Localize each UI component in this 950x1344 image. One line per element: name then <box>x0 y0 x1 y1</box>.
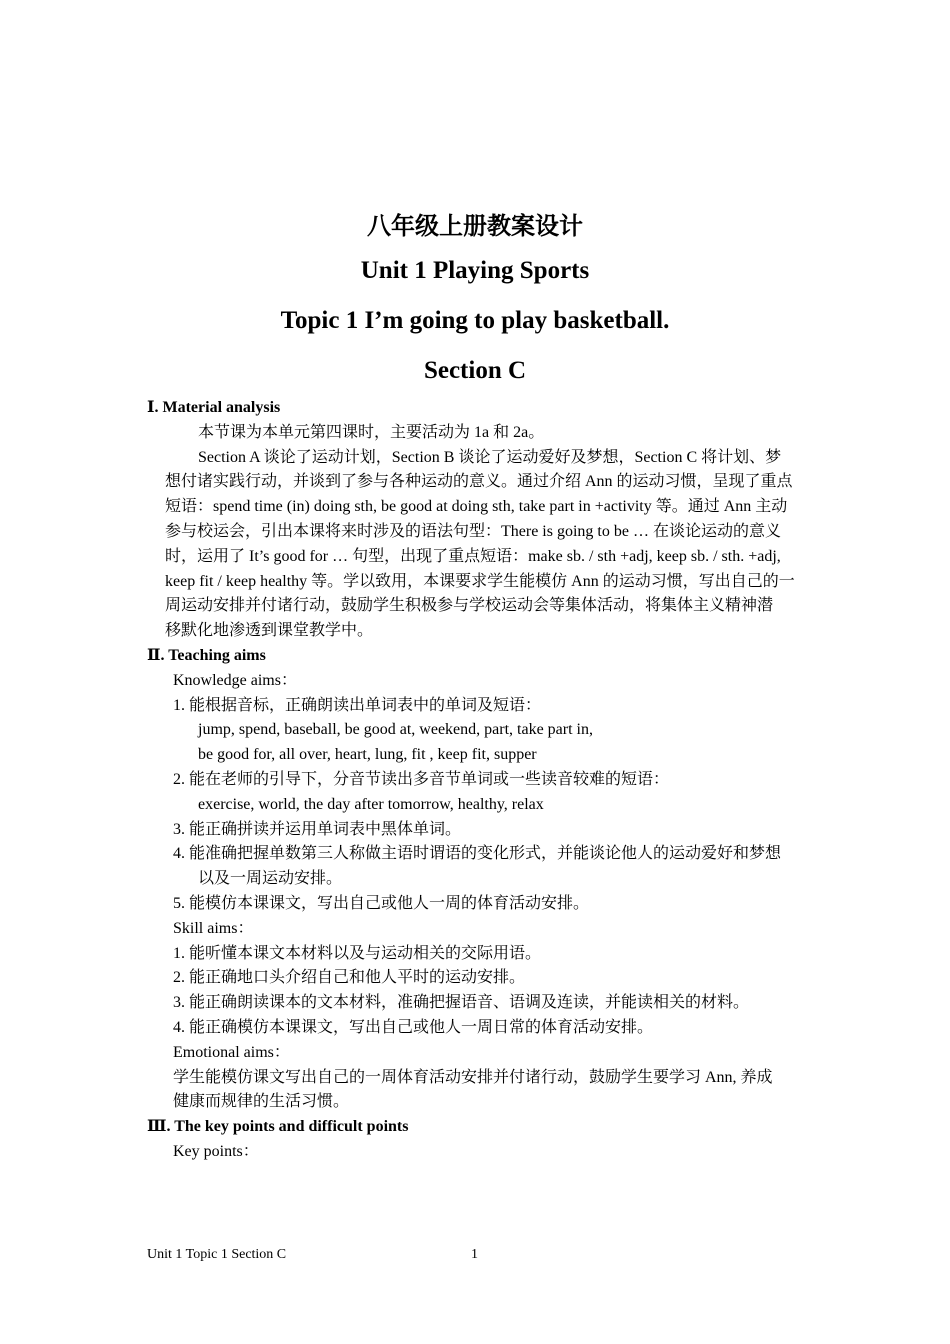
key-points-label: Key points： <box>173 1142 259 1160</box>
material-paragraph-2-line: keep fit / keep healthy 等。学以致用，本课要求学生能模仿 Ann 的运动习惯，写出自己的一 <box>165 572 795 590</box>
knowledge-aims-label: Knowledge aims： <box>173 671 297 689</box>
material-paragraph-2-line: 移默化地渗透到课堂教学中。 <box>165 622 374 640</box>
knowledge-aim-2: 2. 能在老师的引导下，分音节读出多音节单词或一些读音较难的短语： <box>173 770 670 788</box>
key-points-heading: Ⅲ. The key points and difficult points <box>147 1118 409 1136</box>
knowledge-aim-3: 3. 能正确拼读并运用单词表中黑体单词。 <box>173 820 462 838</box>
skill-aims-label: Skill aims： <box>173 919 254 937</box>
material-paragraph-2-line: 周运动安排并付诸行动，鼓励学生积极参与学校运动会等集体活动，将集体主义精神潜 <box>165 597 774 615</box>
emotional-aim-line: 健康而规律的生活习惯。 <box>173 1093 350 1111</box>
material-paragraph-2-line: 想付诸实践行动，并谈到了参与各种运动的意义。通过介绍 Ann 的运动习惯，呈现了重点 <box>165 473 793 491</box>
document-body <box>147 396 807 1165</box>
doc-title-chinese: 八年级上册教案设计 <box>367 212 583 240</box>
knowledge-aim-4: 4. 能准确把握单数第三人称做主语时谓语的变化形式，并能谈论他人的运动爱好和梦想 <box>173 845 782 863</box>
material-analysis-heading: Ⅰ. Material analysis <box>147 399 281 416</box>
teaching-aims-heading: Ⅱ. Teaching aims <box>147 646 266 664</box>
knowledge-aim-1-words: jump, spend, baseball, be good at, weekend, part, take part in, <box>198 721 593 739</box>
skill-aim-4: 4. 能正确模仿本课课文，写出自己或他人一周日常的体育活动安排。 <box>173 1018 654 1036</box>
material-paragraph-2-line: 时，运用了 It’s good for … 句型，出现了重点短语：make sb. / sth +adj, keep sb. / sth. +adj, <box>165 547 781 565</box>
skill-aim-3: 3. 能正确朗读课本的文本材料，准确把握语音、语调及连读，并能读相关的材料。 <box>173 994 750 1012</box>
page-number: 1 <box>471 1247 478 1262</box>
emotional-aim-line: 学生能模仿课文写出自己的一周体育活动安排并付诸行动，鼓励学生要学习 Ann, 养成 <box>173 1068 773 1086</box>
material-paragraph-2-line: 短语：spend time (in) doing sth, be good at doing sth, take part in +activity 等。通过 Ann 主动 <box>165 498 788 516</box>
knowledge-aim-4-continued: 以及一周运动安排。 <box>198 870 343 888</box>
topic-title: Topic 1 I’m going to play basketball. <box>280 307 670 334</box>
material-paragraph-2-line: Section A 谈论了运动计划，Section B 谈论了运动爱好及梦想，Section C 将计划、梦 <box>198 448 782 466</box>
emotional-aims-label: Emotional aims： <box>173 1043 290 1061</box>
knowledge-aim-2-words: exercise, world, the day after tomorrow, healthy, relax <box>198 795 544 813</box>
knowledge-aim-1: 1. 能根据音标，正确朗读出单词表中的单词及短语： <box>173 696 542 714</box>
unit-title: Unit 1 Playing Sports <box>360 257 590 284</box>
material-paragraph-2-line: 参与校运会，引出本课将来时涉及的语法句型：There is going to be … 在谈论运动的意义 <box>165 522 781 540</box>
material-paragraph-1: 本节课为本单元第四课时，主要活动为 1a 和 2a。 <box>198 423 545 441</box>
knowledge-aim-5: 5. 能模仿本课课文，写出自己或他人一周的体育活动安排。 <box>173 894 590 912</box>
section-title: Section C <box>423 357 527 384</box>
skill-aim-1: 1. 能听懂本课文本材料以及与运动相关的交际用语。 <box>173 944 542 962</box>
skill-aim-2: 2. 能正确地口头介绍自己和他人平时的运动安排。 <box>173 969 526 987</box>
footer-label: Unit 1 Topic 1 Section C <box>147 1247 287 1262</box>
knowledge-aim-1-words: be good for, all over, heart, lung, fit , keep fit, supper <box>198 746 537 764</box>
